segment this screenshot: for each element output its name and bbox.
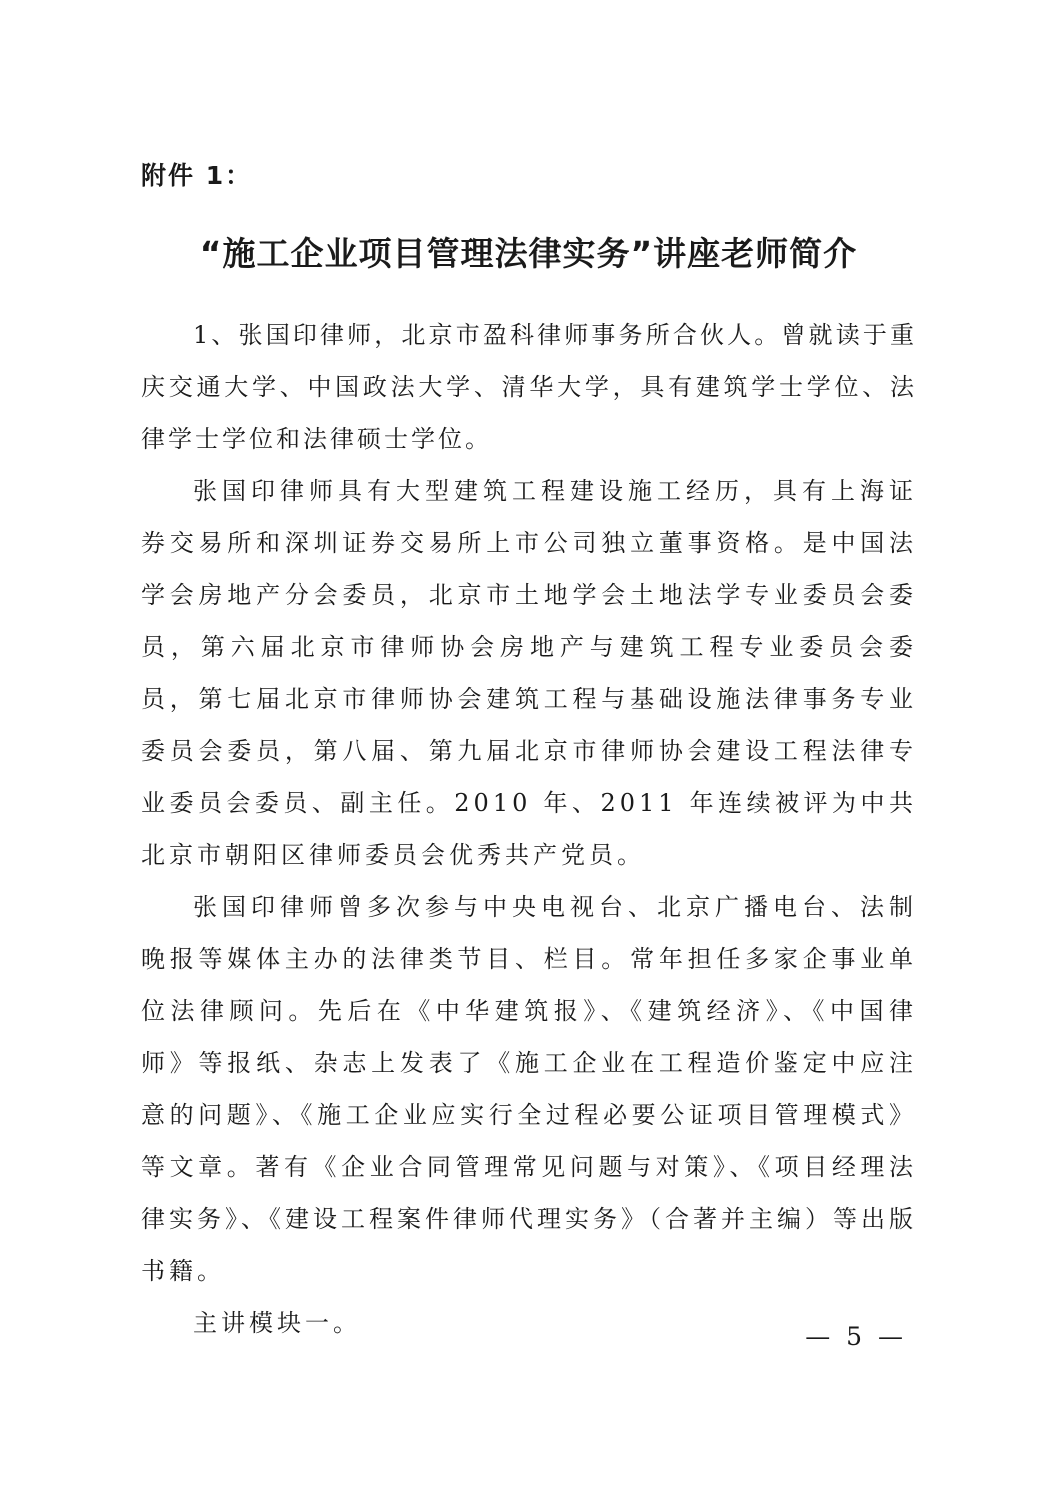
paragraph-intro: 1、张国印律师，北京市盈科律师事务所合伙人。曾就读于重庆交通大学、中国政法大学、清华大学，具有建筑学士学位、法律学士学位和法律硕士学位。	[141, 321, 917, 453]
document-title: “施工企业项目管理法律实务”讲座老师简介	[199, 234, 858, 273]
paragraph-experience: 张国印律师具有大型建筑工程建设施工经历，具有上海证券交易所和深圳证券交易所上市公司独立董事资格。是中国法学会房地产分会委员，北京市土地学会土地法学专业委员会委员，第六届北京市律师协会房地产与建筑工程专业委员会委员，第七届北京市律师协会建筑工程与基础设施法律事务专业委员会委员，第八届、第九届北京市律师协会建设工程法律专业委员会委员、副主任。2010 年、2011 年连续被评为中共北京市朝阳区律师委员会优秀共产党员。	[141, 477, 917, 869]
paragraph-publications: 张国印律师曾多次参与中央电视台、北京广播电台、法制晚报等媒体主办的法律类节目、栏目。常年担任多家企事业单位法律顾问。先后在《中华建筑报》、《建筑经济》、《中国律师》等报纸、杂志上发表了《施工企业在工程造价鉴定中应注意的问题》、《施工企业应实行全过程必要公证项目管理模式》等文章。著有《企业合同管理常见问题与对策》、《项目经理法律实务》、《建设工程案件律师代理实务》（合著并主编）等出版书籍。	[141, 893, 917, 1285]
page-number: — 5 —	[805, 1322, 907, 1351]
paragraph-module: 主讲模块一。	[193, 1309, 361, 1337]
document-body	[141, 309, 917, 1349]
attachment-label: 附件 1：	[141, 161, 253, 190]
